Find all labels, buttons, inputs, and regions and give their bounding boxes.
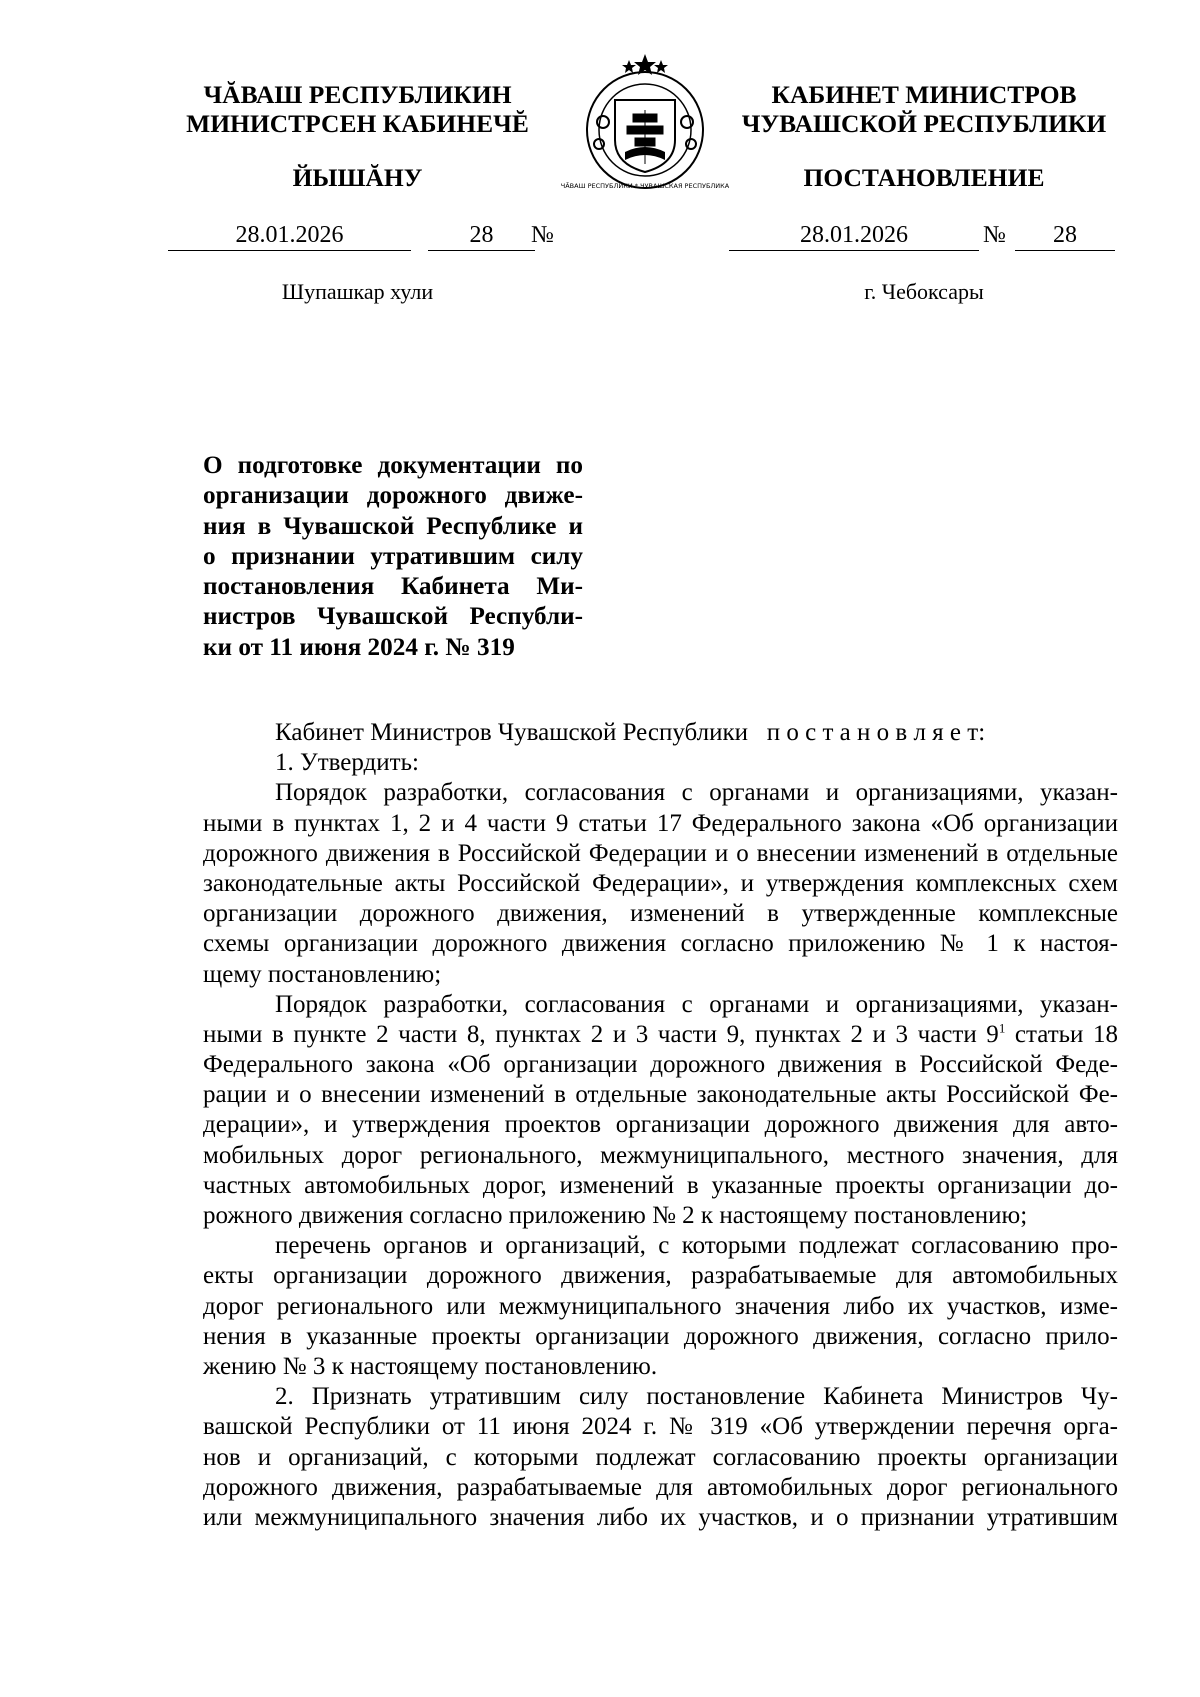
body-line-preamble (203, 718, 1118, 748)
body-line: рации и о внесении изменений в отдельные законодательные акты Российской Фе- (203, 1081, 1118, 1109)
header-right-line1: КАБИНЕТ МИНИСТРОВ (771, 80, 1077, 109)
right-date-number-line (729, 222, 1129, 252)
document-title (203, 451, 583, 663)
body-line: или межмуниципального значения либо их участков, и о признании утратившим (203, 1503, 1118, 1531)
body-text: статьи 18 (1005, 1020, 1119, 1048)
title-line: ки от 11 июня 2024 г. № 319 (203, 633, 515, 661)
document-body (203, 718, 1118, 1533)
doctype-right: ПОСТАНОВЛЕНИЕ (803, 163, 1045, 192)
body-line: частных автомобильных дорог, изменений в указанные проекты организации до- (203, 1171, 1118, 1199)
body-line: Порядок разработки, согласования с органами и организациями, указан- (275, 990, 1118, 1018)
right-number-sign: № (983, 222, 1006, 248)
body-line: вашской Республики от 11 июня 2024 г. № 319 «Об утверждении перечня орга- (203, 1413, 1118, 1441)
emblem-ring-text: ЧĂВАШ РЕСПУБЛИКИ * ЧУВАШСКАЯ РЕСПУБЛИКА (560, 182, 730, 190)
title-line: организации дорожного движе- (203, 482, 583, 510)
body-line: Федерального закона «Об организации дорожного движения в Российской Феде- (203, 1051, 1118, 1079)
preamble-verb: п о с т а н о в л я е т: (766, 719, 986, 746)
body-line: екты организации дорожного движения, разрабатываемые для автомобильных (203, 1262, 1118, 1290)
left-date-number-line (168, 222, 558, 252)
coat-of-arms-emblem (560, 52, 730, 192)
body-line: рожного движения согласно приложению № 2 к настоящему постановлению; (203, 1202, 1028, 1229)
title-line: постановления Кабинета Ми- (203, 573, 583, 601)
header-right (720, 80, 1128, 138)
body-line: 1. Утвердить: (275, 749, 419, 777)
body-line: перечень органов и организаций, с которыми подлежат согласованию про- (275, 1232, 1118, 1260)
body-line: мобильных дорог регионального, межмуниципального, местного значения, для (203, 1141, 1118, 1169)
body-line: Порядок разработки, согласования с органами и организациями, указан- (275, 779, 1118, 807)
body-line: дорожного движения, разрабатываемые для автомобильных дорог регионального (203, 1473, 1118, 1501)
body-line-with-superscript (203, 1020, 1118, 1050)
body-line: дерации», и утверждения проектов организации дорожного движения для авто- (203, 1111, 1118, 1139)
body-line: схемы организации дорожного движения согласно приложению № 1 к настоя- (203, 930, 1118, 958)
body-line: щему постановлению; (203, 960, 442, 988)
left-number-sign: № (531, 222, 554, 248)
body-line: нения в указанные проекты организации дорожного движения, согласно прило- (203, 1322, 1118, 1350)
title-line: нистров Чувашской Республи- (203, 603, 583, 631)
city-right: г. Чебоксары (864, 279, 984, 304)
body-line: дорог регионального или межмуниципального значения либо их участков, изме- (203, 1292, 1118, 1320)
title-line: о признании утратившим силу (203, 542, 583, 570)
body-line: законодательные акты Российской Федерации», и утверждения комплексных схем (203, 869, 1118, 897)
body-text: ными в пункте 2 части 8, пунктах 2 и 3 части 9, пунктах 2 и 3 части 9 (203, 1020, 999, 1048)
header-right-line2: ЧУВАШСКОЙ РЕСПУБЛИКИ (741, 109, 1107, 138)
doctype-left: ЙЫШĂНУ (292, 163, 423, 192)
left-number: 28 (428, 222, 535, 251)
title-line: ния в Чувашской Республике и (203, 512, 583, 540)
body-line: нов и организаций, с которыми подлежат согласованию проекты организации (203, 1443, 1118, 1471)
right-date: 28.01.2026 (729, 222, 979, 251)
header-left-line2: МИНИСТРСЕН КАБИНЕЧĔ (186, 109, 529, 138)
header-left-line1: ЧĂВАШ РЕСПУБЛИКИН (203, 80, 512, 109)
body-line: организации дорожного движения, изменений в утвержденные комплексные (203, 900, 1118, 928)
body-line: ными в пунктах 1, 2 и 4 части 9 статьи 17 Федерального закона «Об организации (203, 809, 1118, 837)
header-left (160, 80, 555, 138)
body-line: 2. Признать утратившим силу постановление Кабинета Министров Чу- (275, 1383, 1118, 1411)
title-line: О подготовке документации по (203, 452, 583, 479)
body-line: жению № 3 к настоящему постановлению. (203, 1352, 658, 1380)
body-line: дорожного движения в Российской Федерации и о внесении изменений в отдельные (203, 839, 1118, 867)
city-left: Шупашкар хули (281, 279, 434, 304)
superscript: 1 (998, 1020, 1006, 1036)
preamble-subject: Кабинет Министров Чувашской Республики (275, 719, 749, 746)
left-date: 28.01.2026 (168, 222, 411, 251)
right-number: 28 (1015, 222, 1115, 251)
